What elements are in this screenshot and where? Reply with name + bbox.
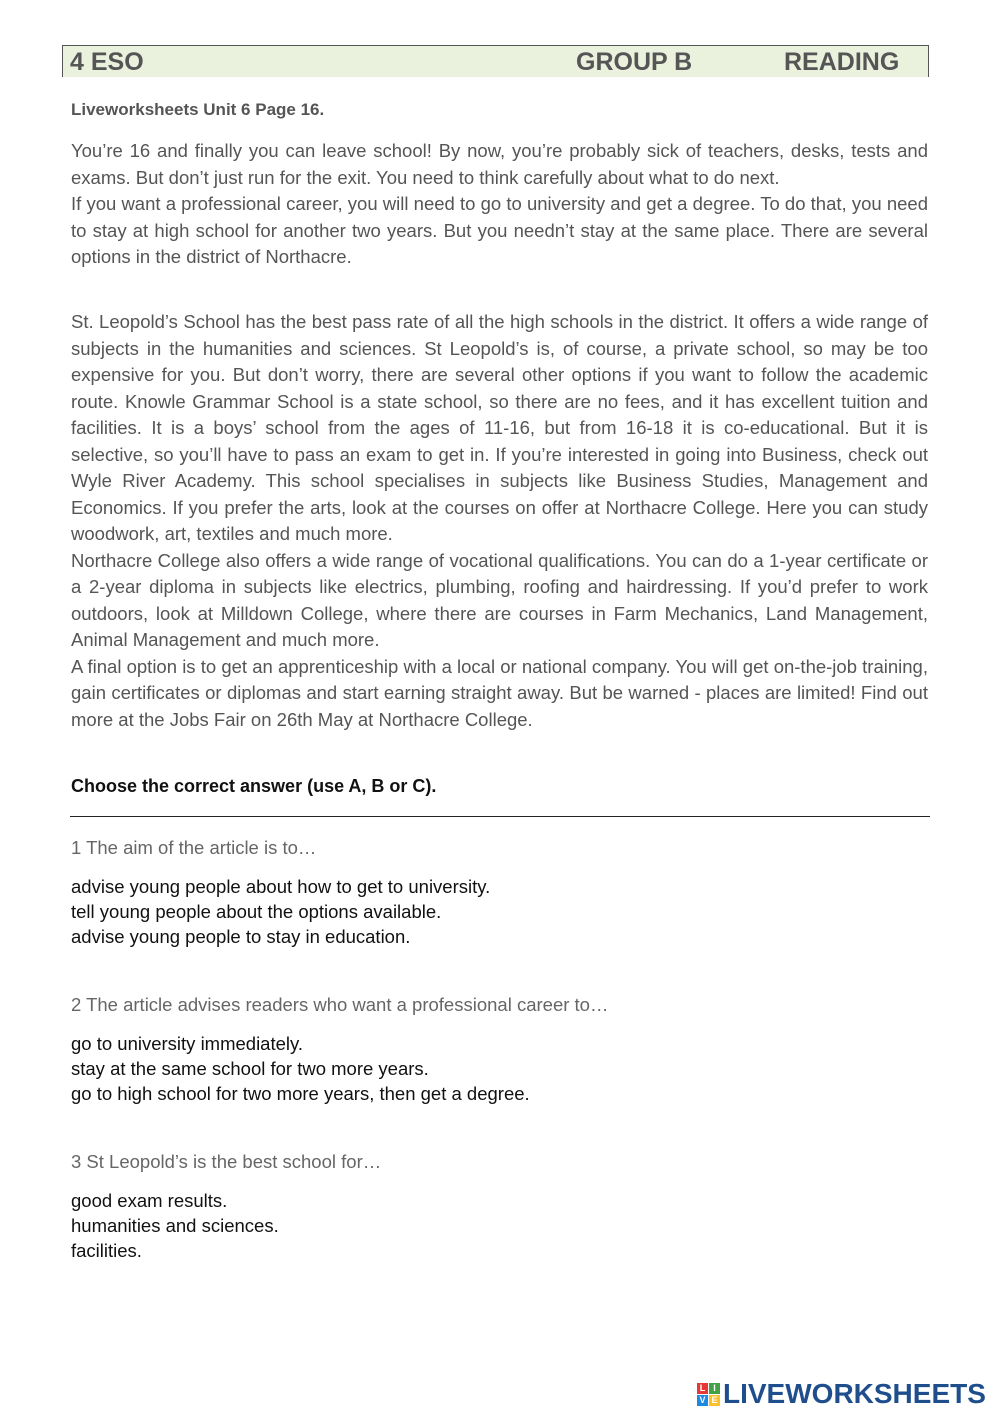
article-paragraph-4: Northacre College also offers a wide range of vocational qualifications. You can do a 1-year certificate or a 2-year diploma in subjects like electrics, plumbing, roofing and hairdressing. If you’d prefer to work outdoors, look at Milldown College, where there are courses in Farm Mechanics, Land Management, Animal Management and much more.	[71, 549, 928, 650]
divider	[70, 816, 930, 817]
question-2-option-b: stay at the same school for two more years.	[71, 1058, 429, 1079]
logo-letter-v: V	[697, 1395, 708, 1406]
liveworksheets-logo-text: LIVEWORKSHEETS	[723, 1378, 986, 1409]
question-1-option-b: tell young people about the options available.	[71, 901, 442, 922]
group-label: GROUP B	[576, 48, 693, 76]
question-3-options	[71, 1188, 279, 1263]
article-intro	[71, 138, 928, 271]
article-paragraph-2: If you want a professional career, you will need to go to university and get a degree. To do that, you need to stay at high school for another two years. But you needn’t stay at the same place. There are several options in the district of Northacre.	[71, 193, 928, 267]
question-3: 3 St Leopold’s is the best school for…	[71, 1151, 382, 1172]
worksheet-subtitle: Liveworksheets Unit 6 Page 16.	[71, 100, 325, 119]
course-level: 4 ESO	[70, 48, 144, 76]
liveworksheets-logo-icon	[697, 1383, 720, 1406]
question-1: 1 The aim of the article is to…	[71, 837, 317, 858]
question-1-options	[71, 874, 490, 949]
logo-letter-i: I	[709, 1383, 720, 1394]
article-paragraph-5: A final option is to get an apprenticeship with a local or national company. You will get on-the-job training, gain certificates or diplomas and start earning straight away. But be warned - places are limited! Find out more at the Jobs Fair on 26th May at Northacre College.	[71, 655, 928, 730]
logo-letter-e: E	[709, 1395, 720, 1406]
article-body	[71, 309, 928, 733]
worksheet-type: READING	[784, 48, 900, 76]
question-2-option-a: go to university immediately.	[71, 1033, 304, 1054]
question-2-option-c: go to high school for two more years, then get a degree.	[71, 1083, 530, 1104]
article-paragraph-3: St. Leopold’s School has the best pass rate of all the high schools in the district. It offers a wide range of subjects in the humanities and sciences. St Leopold’s is, of course, a private school, so may be too expensive for you. But don’t worry, there are several other options if you want to follow the academic route. Knowle Grammar School is a state school, so there are no fees, and it has excellent tuition and facilities. It is a boys’ school from the ages of 11-16, but from 16-18 it is co-educational. But it is selective, so you’ll have to pass an exam to get in. If you’re interested in going into Business, check out Wyle River Academy. This school specialises in subjects like Business Studies, Management and Economics. If you prefer the arts, look at the courses on offer at Northacre College. Here you can study woodwork, art, textiles and much more.	[71, 311, 928, 544]
question-2-options	[71, 1031, 530, 1106]
question-3-option-b: humanities and sciences.	[71, 1215, 279, 1236]
liveworksheets-logo[interactable]	[697, 1376, 986, 1412]
question-3-option-c: facilities.	[71, 1240, 142, 1261]
question-1-option-a: advise young people about how to get to university.	[71, 876, 491, 897]
question-3-option-a: good exam results.	[71, 1190, 228, 1211]
question-2: 2 The article advises readers who want a professional career to…	[71, 994, 609, 1015]
logo-letter-l: L	[697, 1383, 708, 1394]
worksheet-header	[62, 45, 929, 77]
question-1-option-c: advise young people to stay in education.	[71, 926, 411, 947]
exercise-instruction: Choose the correct answer (use A, B or C).	[71, 776, 437, 796]
article-paragraph-1: You’re 16 and finally you can leave school! By now, you’re probably sick of teachers, desks, tests and exams. But don’t just run for the exit. You need to think carefully about what to do next.	[71, 140, 928, 188]
